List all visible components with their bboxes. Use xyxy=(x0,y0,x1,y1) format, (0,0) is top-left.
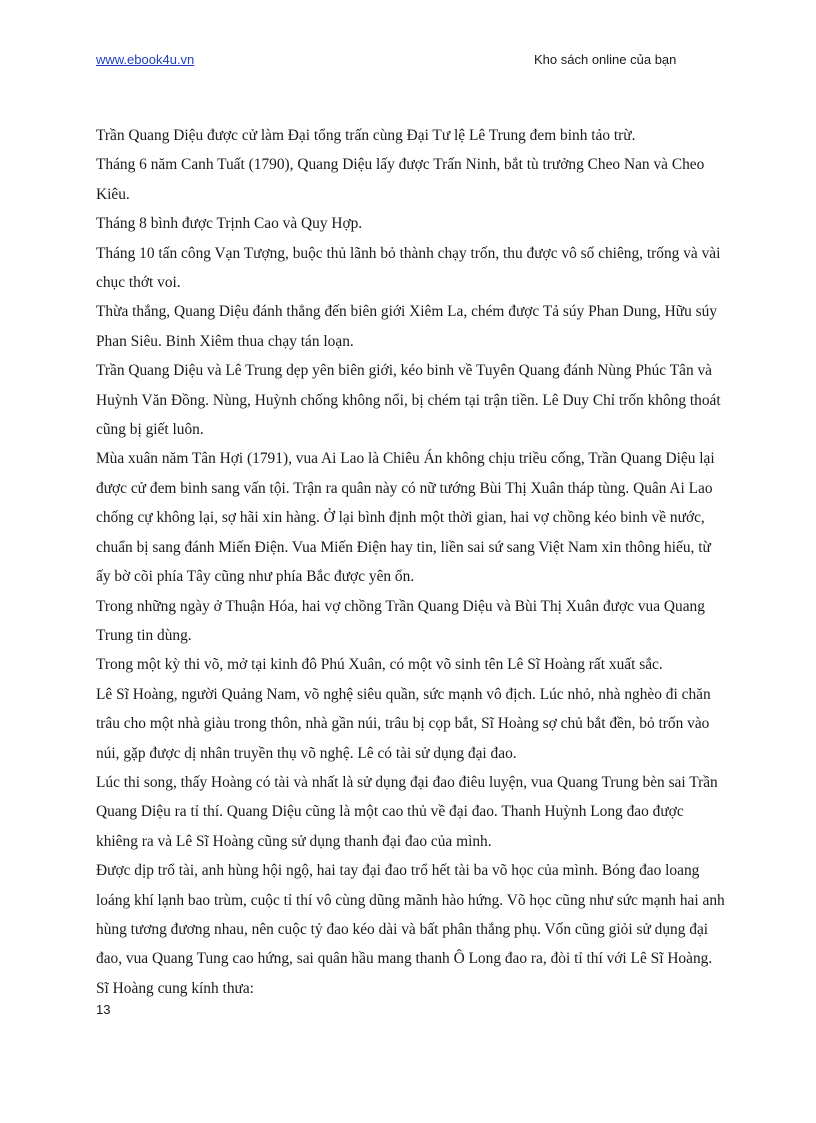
paragraph: Lê Sĩ Hoàng, người Quảng Nam, võ nghệ siêu quần, sức mạnh vô địch. Lúc nhỏ, nhà nghèo đi chăn trâu cho một nhà giàu trong thôn, nhà gần núi, trâu bị cọp bắt, Sĩ Hoàng sợ chủ bắt đền, bỏ trốn vào núi, gặp được dị nhân truyền thụ võ nghệ. Lê có tài sử dụng đại đao. xyxy=(96,685,711,762)
site-link[interactable]: www.ebook4u.vn xyxy=(96,52,195,67)
paragraph: Trần Quang Diệu được cử làm Đại tổng trấn cùng Đại Tư lệ Lê Trung đem binh tảo trừ. xyxy=(96,127,636,144)
paragraph: Thừa thắng, Quang Diệu đánh thẳng đến biên giới Xiêm La, chém được Tả súy Phan Dung, Hữu súy Phan Siêu. Binh Xiêm thua chạy tán loạn. xyxy=(96,303,718,350)
document-body xyxy=(96,121,726,1003)
paragraph: Mùa xuân năm Tân Hợi (1791), vua Ai Lao là Chiêu Án không chịu triều cống, Trần Quang Diệu lại được cử đem binh sang vấn tội. Trận ra quân này có nữ tướng Bùi Thị Xuân tháp tùng. Quân Ai Lao chống cự không lại, sợ hãi xin hàng. Ở lại bình định một thời gian, hai vợ chồng kéo binh về nước, chuẩn bị sang đánh Miến Điện. Vua Miến Điện hay tin, liền sai sứ sang Việt Nam xin thông hiếu, từ ấy bờ cõi phía Tây cũng như phía Bắc được yên ổn. xyxy=(96,450,715,586)
paragraph: Trong một kỳ thi võ, mở tại kinh đô Phú Xuân, có một võ sinh tên Lê Sĩ Hoàng rất xuất sắc. xyxy=(96,656,663,674)
paragraph: Trong những ngày ở Thuận Hóa, hai vợ chồng Trần Quang Diệu và Bùi Thị Xuân được vua Quang Trung tin dùng. xyxy=(96,597,705,644)
page-header xyxy=(96,50,720,72)
paragraph: Tháng 10 tấn công Vạn Tượng, buộc thủ lãnh bỏ thành chạy trốn, thu được vô số chiêng, trống và vài chục thớt voi. xyxy=(96,244,721,292)
paragraph: Lúc thi song, thấy Hoàng có tài và nhất là sử dụng đại đao điêu luyện, vua Quang Trung bèn sai Trần Quang Diệu ra tỉ thí. Quang Diệu cũng là một cao thủ về đại đao. Thanh Huỳnh Long đao được khiêng ra và Lê Sĩ Hoàng cũng sử dụng thanh đại đao của mình. xyxy=(96,773,718,850)
paragraph: Tháng 6 năm Canh Tuất (1790), Quang Diệu lấy được Trấn Ninh, bắt tù trưởng Cheo Nan và Cheo Kiêu. xyxy=(96,156,705,203)
paragraph: Tháng 8 bình được Trịnh Cao và Quy Hợp. xyxy=(96,215,363,233)
page-number: 13 xyxy=(96,1002,111,1017)
paragraph: Được dịp trổ tài, anh hùng hội ngộ, hai tay đại đao trổ hết tài ba võ học của mình. Bóng đao loang loáng khí lạnh bao trùm, cuộc tỉ thí vô cùng dũng mãnh hào hứng. Võ học cũng như sức mạnh hai anh hùng tương đương nhau, nên cuộc tỷ đao kéo dài và bất phân thắng phụ. Vốn cũng giỏi sử dụng đại đao, vua Quang Tung cao hứng, sai quân hầu mang thanh Ô Long đao ra, đòi tỉ thí với Lê Sĩ Hoàng. Sĩ Hoàng cung kính thưa: xyxy=(96,862,725,997)
header-tagline: Kho sách online của bạn xyxy=(534,52,677,67)
paragraph: Trần Quang Diệu và Lê Trung dẹp yên biên giới, kéo binh về Tuyên Quang đánh Nùng Phúc Tân và Huỳnh Văn Đồng. Nùng, Huỳnh chống không nổi, bị chém tại trận tiền. Lê Duy Chỉ trốn không thoát cũng bị giết luôn. xyxy=(96,362,721,439)
